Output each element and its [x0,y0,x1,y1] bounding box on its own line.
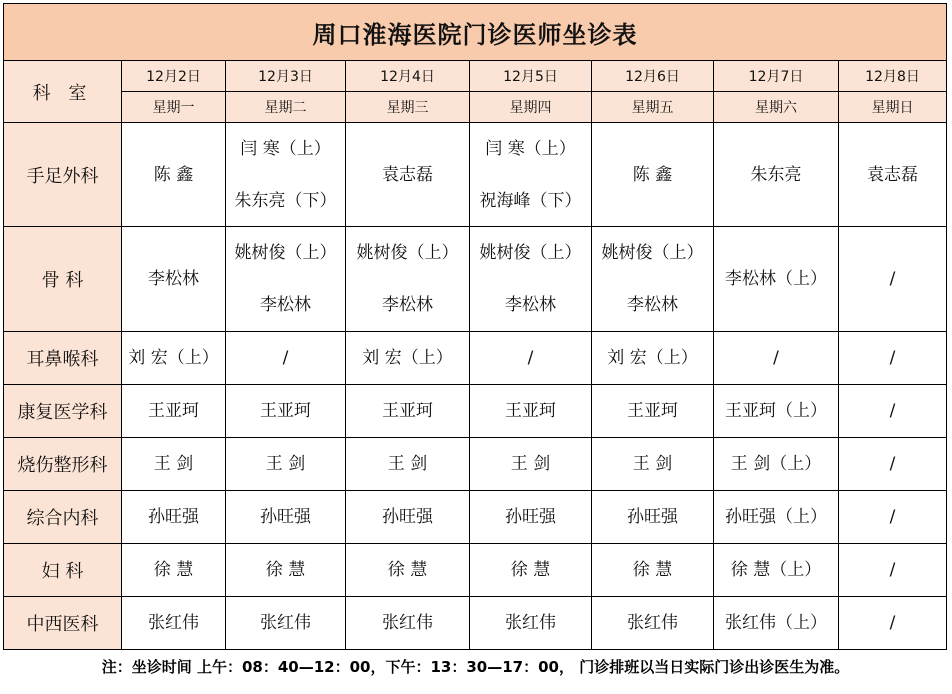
schedule-cell [122,123,226,227]
schedule-cell [714,227,839,332]
schedule-cell [470,123,592,227]
doctor-name: 祝海峰（下） [479,190,582,211]
date-header: 12月4日 [346,61,470,92]
doctor-name: 张红伟 [382,613,433,633]
doctor-name: 徐 慧 [510,560,551,580]
schedule-cell [592,385,714,438]
doctor-name: 闫 寒（上） [240,138,331,159]
doctor-name: 张红伟 [627,613,678,633]
table-row [4,544,947,597]
weekday-header: 星期六 [714,92,839,123]
doctor-name: / [889,401,896,421]
doctor-name: 李松林（上） [725,269,827,289]
line-spacer [470,162,591,188]
dept-name: 康复医学科 [4,385,122,438]
doctor-name: 徐 慧 [632,560,673,580]
doctor-name: 孙旺强 [260,507,311,527]
doctor-name: 姚树俊（上） [601,243,704,263]
line-spacer [226,162,345,188]
doctor-name: 徐 慧 [153,560,194,580]
doctor-name: 孙旺强 [505,507,556,527]
schedule-cell [839,438,947,491]
schedule-cell [592,438,714,491]
doctor-name: 闫 寒（上） [485,138,576,159]
schedule-cell [592,123,714,227]
schedule-cell [839,597,947,650]
schedule-cell [839,227,947,332]
doctor-name: 王亚珂（上） [725,401,827,421]
schedule-cell [714,491,839,544]
doctor-name: / [889,560,896,580]
schedule-cell [122,227,226,332]
dept-header: 科 室 [4,61,122,123]
schedule-cell [346,491,470,544]
schedule-cell [226,544,346,597]
doctor-name: 王亚珂 [382,401,433,421]
weekday-header: 星期三 [346,92,470,123]
schedule-cell [122,491,226,544]
doctor-name: 王亚珂 [260,401,311,421]
schedule-cell [714,385,839,438]
date-header: 12月3日 [226,61,346,92]
doctor-name: / [889,613,896,633]
schedule-cell [470,227,592,332]
schedule-cell [839,544,947,597]
doctor-name: 姚树俊（上） [234,243,337,263]
schedule-cell [122,332,226,385]
schedule-cell [714,438,839,491]
schedule-cell [592,227,714,332]
schedule-cell [470,332,592,385]
dept-name: 中西医科 [4,597,122,650]
dept-name: 妇 科 [4,544,122,597]
dept-name: 综合内科 [4,491,122,544]
doctor-name: / [889,507,896,527]
doctor-name: 张红伟 [505,613,556,633]
table-title: 周口淮海医院门诊医师坐诊表 [4,4,947,61]
doctor-name: / [889,454,896,474]
weekday-header: 星期四 [470,92,592,123]
doctor-name: 孙旺强（上） [725,507,827,527]
schedule-cell [226,123,346,227]
schedule-cell [592,597,714,650]
doctor-name: / [889,348,896,368]
weekday-header: 星期五 [592,92,714,123]
doctor-name: / [773,348,779,368]
date-header: 12月7日 [714,61,839,92]
doctor-name: 孙旺强 [627,507,678,527]
doctor-name: 陈 鑫 [632,164,673,185]
schedule-cell [592,332,714,385]
schedule-cell [470,544,592,597]
doctor-name: 李松林 [382,295,433,315]
schedule-cell [122,385,226,438]
schedule-cell [346,597,470,650]
schedule-cell [714,597,839,650]
doctor-name: / [282,348,289,368]
doctor-name: 姚树俊（上） [356,243,459,263]
doctor-name: 王 剑（上） [730,454,822,474]
dept-name: 烧伤整形科 [4,438,122,491]
footer-note: 注：坐诊时间 上午：08：40—12：00，下午：13：30—17：00， 门诊排班以当日实际门诊出诊医生为准。 [101,658,850,676]
table-row [4,438,947,491]
schedule-cell [226,332,346,385]
schedule-cell [470,438,592,491]
schedule-cell [346,438,470,491]
doctor-name: 王亚珂 [148,401,199,421]
doctor-name: 李松林 [260,295,311,315]
date-header: 12月5日 [470,61,592,92]
line-spacer [470,266,591,292]
doctor-name: 徐 慧 [265,560,306,580]
schedule-cell [226,491,346,544]
schedule-cell [470,597,592,650]
doctor-name: 姚树俊（上） [479,243,582,263]
schedule-cell [592,491,714,544]
doctor-name: 袁志磊 [867,164,918,185]
schedule-cell [122,544,226,597]
schedule-cell [122,438,226,491]
dept-name: 骨 科 [4,227,122,332]
doctor-name: 李松林 [505,295,556,315]
doctor-name: 张红伟（上） [725,613,827,633]
weekday-header: 星期一 [122,92,226,123]
doctor-name: 陈 鑫 [153,164,194,185]
doctor-name: 刘 宏（上） [607,348,698,368]
dept-name: 手足外科 [4,123,122,227]
schedule-cell [592,544,714,597]
schedule-cell [226,597,346,650]
doctor-name: 王 剑 [387,454,428,474]
doctor-name: 孙旺强 [382,507,433,527]
doctor-name: 袁志磊 [382,164,433,185]
schedule-cell [346,227,470,332]
doctor-name: 张红伟 [260,613,311,633]
doctor-name: 王亚珂 [505,401,556,421]
schedule-cell [714,332,839,385]
line-spacer [226,266,345,292]
line-spacer [592,266,713,292]
schedule-cell [346,385,470,438]
doctor-name: 孙旺强 [148,507,199,527]
doctor-name: 刘 宏（上） [362,348,453,368]
schedule-cell [226,438,346,491]
doctor-name: / [889,269,896,289]
schedule-cell [226,385,346,438]
doctor-name: 刘 宏（上） [128,348,219,368]
doctor-name: 朱东亮 [750,164,802,185]
schedule-cell [346,544,470,597]
schedule-cell [714,544,839,597]
doctor-name: 李松林 [627,295,678,315]
doctor-name: 徐 慧 [387,560,428,580]
date-header: 12月6日 [592,61,714,92]
doctor-name: 王 剑 [510,454,551,474]
doctor-name: 王 剑 [153,454,194,474]
schedule-sheet [3,3,947,650]
doctor-name: / [527,348,534,368]
schedule-cell [839,385,947,438]
table-row [4,597,947,650]
schedule-cell [839,332,947,385]
schedule-table [3,3,947,650]
schedule-cell [839,491,947,544]
doctor-name: 王 剑 [265,454,306,474]
schedule-cell [122,597,226,650]
weekday-header: 星期日 [839,92,947,123]
doctor-name: 徐 慧（上） [730,560,822,580]
doctor-name: 张红伟 [148,613,199,633]
schedule-cell [226,227,346,332]
table-row [4,227,947,332]
table-row [4,491,947,544]
table-row [4,332,947,385]
doctor-name: 李松林 [148,269,199,289]
doctor-name: 王 剑 [632,454,673,474]
line-spacer [346,266,469,292]
dept-name: 耳鼻喉科 [4,332,122,385]
doctor-name: 朱东亮（下） [234,190,337,211]
table-row [4,123,947,227]
date-header: 12月8日 [839,61,947,92]
weekday-header: 星期二 [226,92,346,123]
schedule-cell [470,385,592,438]
table-row [4,385,947,438]
schedule-cell [470,491,592,544]
schedule-cell [346,332,470,385]
schedule-cell [839,123,947,227]
date-header: 12月2日 [122,61,226,92]
doctor-name: 王亚珂 [627,401,678,421]
schedule-cell [346,123,470,227]
schedule-cell [714,123,839,227]
